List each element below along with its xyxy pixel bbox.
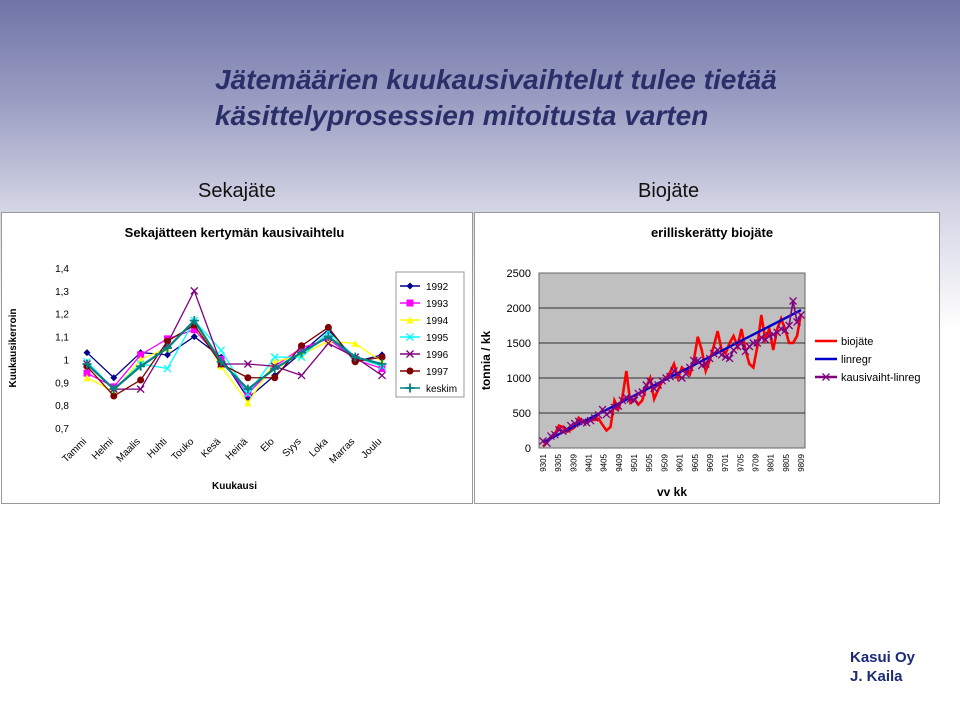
biojate-x-tick-label: 9609 <box>705 454 715 472</box>
sekajate-chart <box>2 213 472 503</box>
biojate-chart <box>475 213 939 503</box>
biojate-chart-panel <box>474 212 940 504</box>
sekajate-x-tick-label: Marras <box>327 436 358 467</box>
biojate-y-tick-label: 0 <box>524 443 531 455</box>
sekajate-data-point <box>137 377 144 384</box>
biojate-y-tick-label: 2500 <box>506 268 531 280</box>
sekajate-x-tick-label: Elo <box>258 436 277 455</box>
sekajate-legend-label: 1996 <box>426 350 449 361</box>
sekajate-y-axis-label: Kuukausikerroin <box>8 308 19 388</box>
sekajate-y-tick-label: 0,7 <box>55 424 69 435</box>
biojate-legend-label: linregr <box>841 354 872 366</box>
biojate-y-tick-label: 1000 <box>506 373 531 385</box>
sekajate-x-tick-label: Syys <box>280 436 304 460</box>
biojate-legend-label: kausivaiht-linreg <box>841 372 921 384</box>
sekajate-x-tick-label: Helmi <box>90 436 116 463</box>
credit <box>850 648 915 686</box>
biojate-chart-title: erilliskerätty biojäte <box>650 225 774 240</box>
credit-author: J. Kaila <box>850 668 903 685</box>
sekajate-x-tick-label: Touko <box>169 436 197 463</box>
biojate-x-tick-label: 9701 <box>721 454 731 472</box>
sekajate-legend-marker <box>407 300 414 307</box>
sekajate-legend-label: 1995 <box>426 333 449 344</box>
biojate-heading: Biojäte <box>638 180 700 202</box>
sekajate-chart-title: Sekajätteen kertymän kausivaihtelu <box>124 225 345 240</box>
biojate-x-tick-label: 9401 <box>584 454 594 472</box>
sekajate-x-axis-label: Kuukausi <box>211 481 258 492</box>
biojate-x-tick-label: 9705 <box>736 454 746 472</box>
sekajate-legend-marker <box>407 368 414 375</box>
biojate-x-tick-label: 9301 <box>539 454 548 472</box>
biojate-legend-label: biojäte <box>841 336 874 348</box>
sekajate-heading: Sekajäte <box>198 180 276 202</box>
credit-company: Kasui Oy <box>850 649 916 666</box>
sekajate-y-tick-label: 0,9 <box>55 378 69 390</box>
biojate-x-tick-label: 9409 <box>614 454 624 472</box>
sekajate-y-tick-label: 1,3 <box>55 286 69 298</box>
sekajate-x-tick-label: Heinä <box>223 436 251 463</box>
biojate-x-tick-label: 9809 <box>797 454 806 472</box>
sekajate-data-point <box>244 374 251 381</box>
sekajate-legend-label: keskim <box>426 384 458 395</box>
sekajate-y-tick-label: 1,2 <box>55 309 69 321</box>
biojate-x-tick-label: 9509 <box>660 454 670 472</box>
sekajate-legend-label: 1992 <box>426 282 449 293</box>
biojate-x-tick-label: 9601 <box>675 454 685 472</box>
biojate-x-tick-label: 9805 <box>781 454 791 472</box>
biojate-y-tick-label: 500 <box>512 408 531 420</box>
biojate-x-tick-label: 9309 <box>569 454 579 472</box>
sekajate-x-tick-label: Kesä <box>199 436 224 461</box>
sekajate-y-tick-label: 1,4 <box>55 264 69 275</box>
sekajate-x-tick-label: Loka <box>307 436 331 460</box>
biojate-y-axis-label: tonnia / kk <box>479 330 493 391</box>
biojate-x-tick-label: 9305 <box>554 454 564 472</box>
sekajate-legend-label: 1993 <box>426 299 449 310</box>
biojate-x-tick-label: 9605 <box>690 454 700 472</box>
biojate-y-tick-label: 1500 <box>506 338 531 350</box>
biojate-x-axis-label: vv kk <box>656 485 688 499</box>
sekajate-x-tick-label: Maalis <box>114 436 143 465</box>
biojate-x-tick-label: 9405 <box>599 454 609 472</box>
biojate-x-tick-label: 9505 <box>645 454 655 472</box>
sekajate-data-point <box>271 374 278 381</box>
sekajate-chart-panel <box>1 212 473 504</box>
slide-title <box>215 62 915 134</box>
slide-title-line-2: käsittelyprosessien mitoitusta varten <box>215 100 709 131</box>
sekajate-legend-label: 1994 <box>426 316 449 327</box>
sekajate-y-tick-label: 1,1 <box>55 332 69 344</box>
sekajate-x-tick-label: Huhti <box>145 436 170 461</box>
biojate-x-tick-label: 9801 <box>766 454 776 472</box>
biojate-y-tick-label: 2000 <box>506 303 531 315</box>
sekajate-legend-label: 1997 <box>426 367 449 378</box>
sekajate-x-tick-label: Tammi <box>60 436 90 465</box>
biojate-x-tick-label: 9501 <box>630 454 640 472</box>
slide-title-line-1: Jätemäärien kuukausivaihtelut tulee tietää <box>215 64 777 95</box>
sekajate-y-tick-label: 1 <box>63 355 69 367</box>
biojate-x-tick-label: 9709 <box>751 454 761 472</box>
sekajate-y-tick-label: 0,8 <box>55 401 69 413</box>
sekajate-data-point <box>325 324 332 331</box>
sekajate-x-tick-label: Joulu <box>359 436 385 462</box>
